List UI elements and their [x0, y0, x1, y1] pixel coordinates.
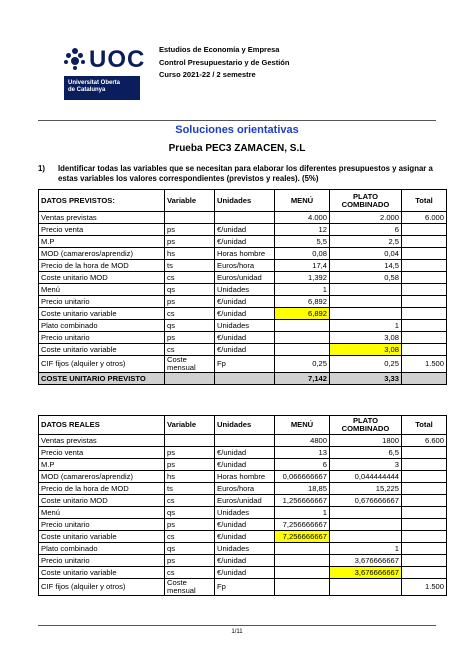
table-cell: qs — [165, 284, 215, 296]
table-cell: Fp — [215, 579, 275, 596]
column-header: Unidades — [215, 416, 275, 435]
table-cell: 6 — [275, 459, 330, 471]
column-header: Variable — [165, 416, 215, 435]
table-cell: Ventas previstas — [39, 212, 165, 224]
table-cell: Unidades — [215, 543, 275, 555]
table-cell — [402, 483, 447, 495]
table-row — [39, 543, 447, 555]
table-cell: Plato combinado — [39, 543, 165, 555]
table-row — [39, 284, 447, 296]
logo-brand: UOC — [89, 46, 146, 73]
table-cell — [275, 555, 330, 567]
table-cell — [275, 567, 330, 579]
table-cell: Euros/hora — [215, 483, 275, 495]
table-header-row — [39, 190, 447, 212]
table-cell: Euros/hora — [215, 260, 275, 272]
table-cell: ps — [165, 296, 215, 308]
page-number: 1/11 — [231, 629, 243, 635]
table-cell: €/unidad — [215, 567, 275, 579]
table-cell — [275, 344, 330, 356]
table-row — [39, 296, 447, 308]
table-cell: M.P — [39, 459, 165, 471]
page-subtitle: Prueba PEC3 ZAMACEN, S.L — [168, 143, 306, 154]
table-cell: cs — [165, 308, 215, 320]
table-previstos — [38, 189, 447, 385]
table-cell — [402, 344, 447, 356]
table-cell: 1 — [275, 284, 330, 296]
table-cell — [402, 332, 447, 344]
header-line1: Estudios de Economía y Empresa — [159, 45, 280, 54]
footer-rule — [38, 625, 436, 626]
total-cell — [215, 373, 275, 385]
table-cell: 6.600 — [402, 435, 447, 447]
table-cell — [402, 260, 447, 272]
total-row — [39, 373, 447, 385]
table-cell: €/unidad — [215, 296, 275, 308]
table-cell: Precio venta — [39, 447, 165, 459]
header-line3: Curso 2021-22 / 2 semestre — [159, 70, 256, 79]
table-cell: 18,85 — [275, 483, 330, 495]
table-cell: Precio unitario — [39, 332, 165, 344]
top-rule — [38, 120, 436, 121]
table-cell: Coste unitario MOD — [39, 272, 165, 284]
uoc-logo — [64, 44, 146, 102]
column-header: DATOS REALES — [39, 416, 165, 435]
table-cell: Unidades — [215, 284, 275, 296]
table-cell: 3,08 — [330, 332, 402, 344]
table-cell — [402, 495, 447, 507]
table-row — [39, 248, 447, 260]
uoc-dots-icon — [64, 48, 86, 70]
table-cell — [402, 519, 447, 531]
table-cell — [402, 507, 447, 519]
table-cell — [275, 543, 330, 555]
table-cell — [330, 531, 402, 543]
table-cell: 6,892 — [275, 296, 330, 308]
table-cell: Coste unitario variable — [39, 531, 165, 543]
table-cell: Plato combinado — [39, 320, 165, 332]
table-cell: Unidades — [215, 507, 275, 519]
table-cell: Coste unitario variable — [39, 567, 165, 579]
table-cell — [330, 284, 402, 296]
table-cell: €/unidad — [215, 308, 275, 320]
table-cell: 14,5 — [330, 260, 402, 272]
table-cell: 3,676666667 — [330, 555, 402, 567]
table-cell: 0,066666667 — [275, 471, 330, 483]
table-cell — [402, 459, 447, 471]
table-cell: Coste unitario variable — [39, 344, 165, 356]
table-cell — [165, 435, 215, 447]
table-cell: €/unidad — [215, 531, 275, 543]
table-cell: CIF fijos (alquiler y otros) — [39, 579, 165, 596]
table-cell: cs — [165, 531, 215, 543]
table-cell — [330, 308, 402, 320]
table-cell: 3,08 — [330, 344, 402, 356]
column-header: Variable — [165, 190, 215, 212]
table-cell: €/unidad — [215, 224, 275, 236]
total-cell: COSTE UNITARIO PREVISTO — [39, 373, 165, 385]
table-cell: Precio de la hora de MOD — [39, 260, 165, 272]
table-header-row — [39, 416, 447, 435]
table-cell: €/unidad — [215, 555, 275, 567]
column-header: MENÚ — [275, 416, 330, 435]
table-cell: 17,4 — [275, 260, 330, 272]
table-cell: 1 — [330, 543, 402, 555]
table-row — [39, 236, 447, 248]
table-cell — [402, 248, 447, 260]
table-cell: Precio venta — [39, 224, 165, 236]
header-line2: Control Presupuestario y de Gestión — [159, 57, 290, 67]
table-cell: Ventas previstas — [39, 435, 165, 447]
table-cell — [275, 320, 330, 332]
table-cell: qs — [165, 507, 215, 519]
table-cell: 1.500 — [402, 356, 447, 373]
table-cell: cs — [165, 495, 215, 507]
column-header: Total — [402, 416, 447, 435]
question-number: 1) — [38, 164, 45, 173]
table-cell: €/unidad — [215, 332, 275, 344]
table-cell: 0,676666667 — [330, 495, 402, 507]
table-cell: 6.000 — [402, 212, 447, 224]
table-cell: Menú — [39, 507, 165, 519]
table-cell: Horas hombre — [215, 471, 275, 483]
question-text: Identificar todas las variables que se necesitan para elaborar los diferentes presupuestos y asignar a estas variables los valores correspondientes (previstos y reales). (5%) — [58, 164, 433, 183]
table-cell — [165, 212, 215, 224]
table-row — [39, 567, 447, 579]
table-cell: qs — [165, 543, 215, 555]
column-header: PLATO COMBINADO — [330, 416, 402, 435]
table-cell: CIF fijos (alquiler y otros) — [39, 356, 165, 373]
total-cell — [165, 373, 215, 385]
table-cell: 0,25 — [330, 356, 402, 373]
table-row — [39, 224, 447, 236]
table-cell: 4.000 — [275, 212, 330, 224]
table-row — [39, 447, 447, 459]
page-title: Soluciones orientativas — [175, 124, 299, 136]
table-cell — [402, 224, 447, 236]
table-cell: cs — [165, 272, 215, 284]
table-cell: 4800 — [275, 435, 330, 447]
table-cell: ts — [165, 260, 215, 272]
table-row — [39, 212, 447, 224]
table-cell: 1,256666667 — [275, 495, 330, 507]
table-cell — [275, 332, 330, 344]
logo-box — [64, 76, 140, 100]
table-cell: 7,256666667 — [275, 519, 330, 531]
table-cell: Euros/unidad — [215, 272, 275, 284]
table-cell: 0,04 — [330, 248, 402, 260]
column-header: MENÚ — [275, 190, 330, 212]
table-cell: 6,892 — [275, 308, 330, 320]
table-cell: Unidades — [215, 320, 275, 332]
table-row — [39, 471, 447, 483]
table-cell — [402, 567, 447, 579]
table-cell: ts — [165, 483, 215, 495]
table-cell: Coste mensual — [165, 579, 215, 596]
table-cell: 2.000 — [330, 212, 402, 224]
table-cell: 1.500 — [402, 579, 447, 596]
table-cell — [330, 507, 402, 519]
table-cell: ps — [165, 555, 215, 567]
table-cell: Precio unitario — [39, 519, 165, 531]
table-cell: 3 — [330, 459, 402, 471]
table-cell: Coste unitario variable — [39, 308, 165, 320]
table-row — [39, 308, 447, 320]
table-cell: ps — [165, 236, 215, 248]
table-cell: 0,58 — [330, 272, 402, 284]
table-cell: MOD (camareros/aprendiz) — [39, 471, 165, 483]
table-row — [39, 320, 447, 332]
table-cell: ps — [165, 332, 215, 344]
table-cell — [402, 320, 447, 332]
table-cell: 6,5 — [330, 447, 402, 459]
table-row — [39, 332, 447, 344]
table-cell: Euros/unidad — [215, 495, 275, 507]
total-cell: 3,33 — [330, 373, 402, 385]
table-cell: cs — [165, 567, 215, 579]
table-cell — [402, 308, 447, 320]
table-row — [39, 495, 447, 507]
table-cell: hs — [165, 471, 215, 483]
table-cell: qs — [165, 320, 215, 332]
table-cell: €/unidad — [215, 236, 275, 248]
table-cell: 2,5 — [330, 236, 402, 248]
table-cell: M.P — [39, 236, 165, 248]
total-cell: 7,142 — [275, 373, 330, 385]
logo-line1: Universitat Oberta — [68, 80, 121, 86]
table-row — [39, 519, 447, 531]
column-header: Total — [402, 190, 447, 212]
table-row — [39, 272, 447, 284]
table-cell: hs — [165, 248, 215, 260]
table-cell: 1 — [330, 320, 402, 332]
total-cell — [402, 373, 447, 385]
table-cell — [402, 543, 447, 555]
table-cell: Coste unitario MOD — [39, 495, 165, 507]
table-cell: Coste mensual — [165, 356, 215, 373]
table-cell — [330, 296, 402, 308]
table-cell: 15,225 — [330, 483, 402, 495]
table-cell: 0,044444444 — [330, 471, 402, 483]
table-cell: 12 — [275, 224, 330, 236]
document-header — [159, 44, 289, 82]
table-cell: €/unidad — [215, 519, 275, 531]
logo-line2: de Catalunya — [68, 87, 106, 93]
table-cell: €/unidad — [215, 447, 275, 459]
table-cell: 13 — [275, 447, 330, 459]
table-row — [39, 344, 447, 356]
table-cell: ps — [165, 447, 215, 459]
column-header: PLATO COMBINADO — [330, 190, 402, 212]
table-row — [39, 555, 447, 567]
table-row — [39, 435, 447, 447]
table-cell: MOD (camareros/aprendiz) — [39, 248, 165, 260]
column-header: DATOS PREVISTOS: — [39, 190, 165, 212]
table-cell: Fp — [215, 356, 275, 373]
table-cell: 1 — [275, 507, 330, 519]
table-cell — [402, 471, 447, 483]
table-cell: 5,5 — [275, 236, 330, 248]
table-cell: 1,392 — [275, 272, 330, 284]
table-cell: €/unidad — [215, 459, 275, 471]
table-cell — [402, 236, 447, 248]
table-cell: 3,676666667 — [330, 567, 402, 579]
table-cell: Precio unitario — [39, 296, 165, 308]
table-cell: 1800 — [330, 435, 402, 447]
table-cell: ps — [165, 459, 215, 471]
table-cell: Menú — [39, 284, 165, 296]
table-row — [39, 260, 447, 272]
table-row — [39, 459, 447, 471]
table-cell — [402, 447, 447, 459]
table-cell — [402, 296, 447, 308]
table-row — [39, 579, 447, 596]
table-cell — [402, 272, 447, 284]
column-header: Unidades — [215, 190, 275, 212]
table-row — [39, 531, 447, 543]
table-cell — [330, 519, 402, 531]
table-cell: ps — [165, 519, 215, 531]
table-cell: Precio unitario — [39, 555, 165, 567]
table-cell — [402, 531, 447, 543]
table-cell — [330, 579, 402, 596]
table-row — [39, 483, 447, 495]
table-cell: cs — [165, 344, 215, 356]
table-cell: 0,25 — [275, 356, 330, 373]
table-cell: 7,256666667 — [275, 531, 330, 543]
table-cell: 6 — [330, 224, 402, 236]
table-cell — [402, 555, 447, 567]
table-cell: €/unidad — [215, 344, 275, 356]
table-cell: Horas hombre — [215, 248, 275, 260]
table-cell — [215, 435, 275, 447]
table-reales — [38, 415, 447, 596]
table-cell — [402, 284, 447, 296]
table-cell: 0,08 — [275, 248, 330, 260]
table-cell — [275, 579, 330, 596]
table-cell — [215, 212, 275, 224]
table-row — [39, 356, 447, 373]
table-cell: ps — [165, 224, 215, 236]
table-cell: Precio de la hora de MOD — [39, 483, 165, 495]
table-row — [39, 507, 447, 519]
